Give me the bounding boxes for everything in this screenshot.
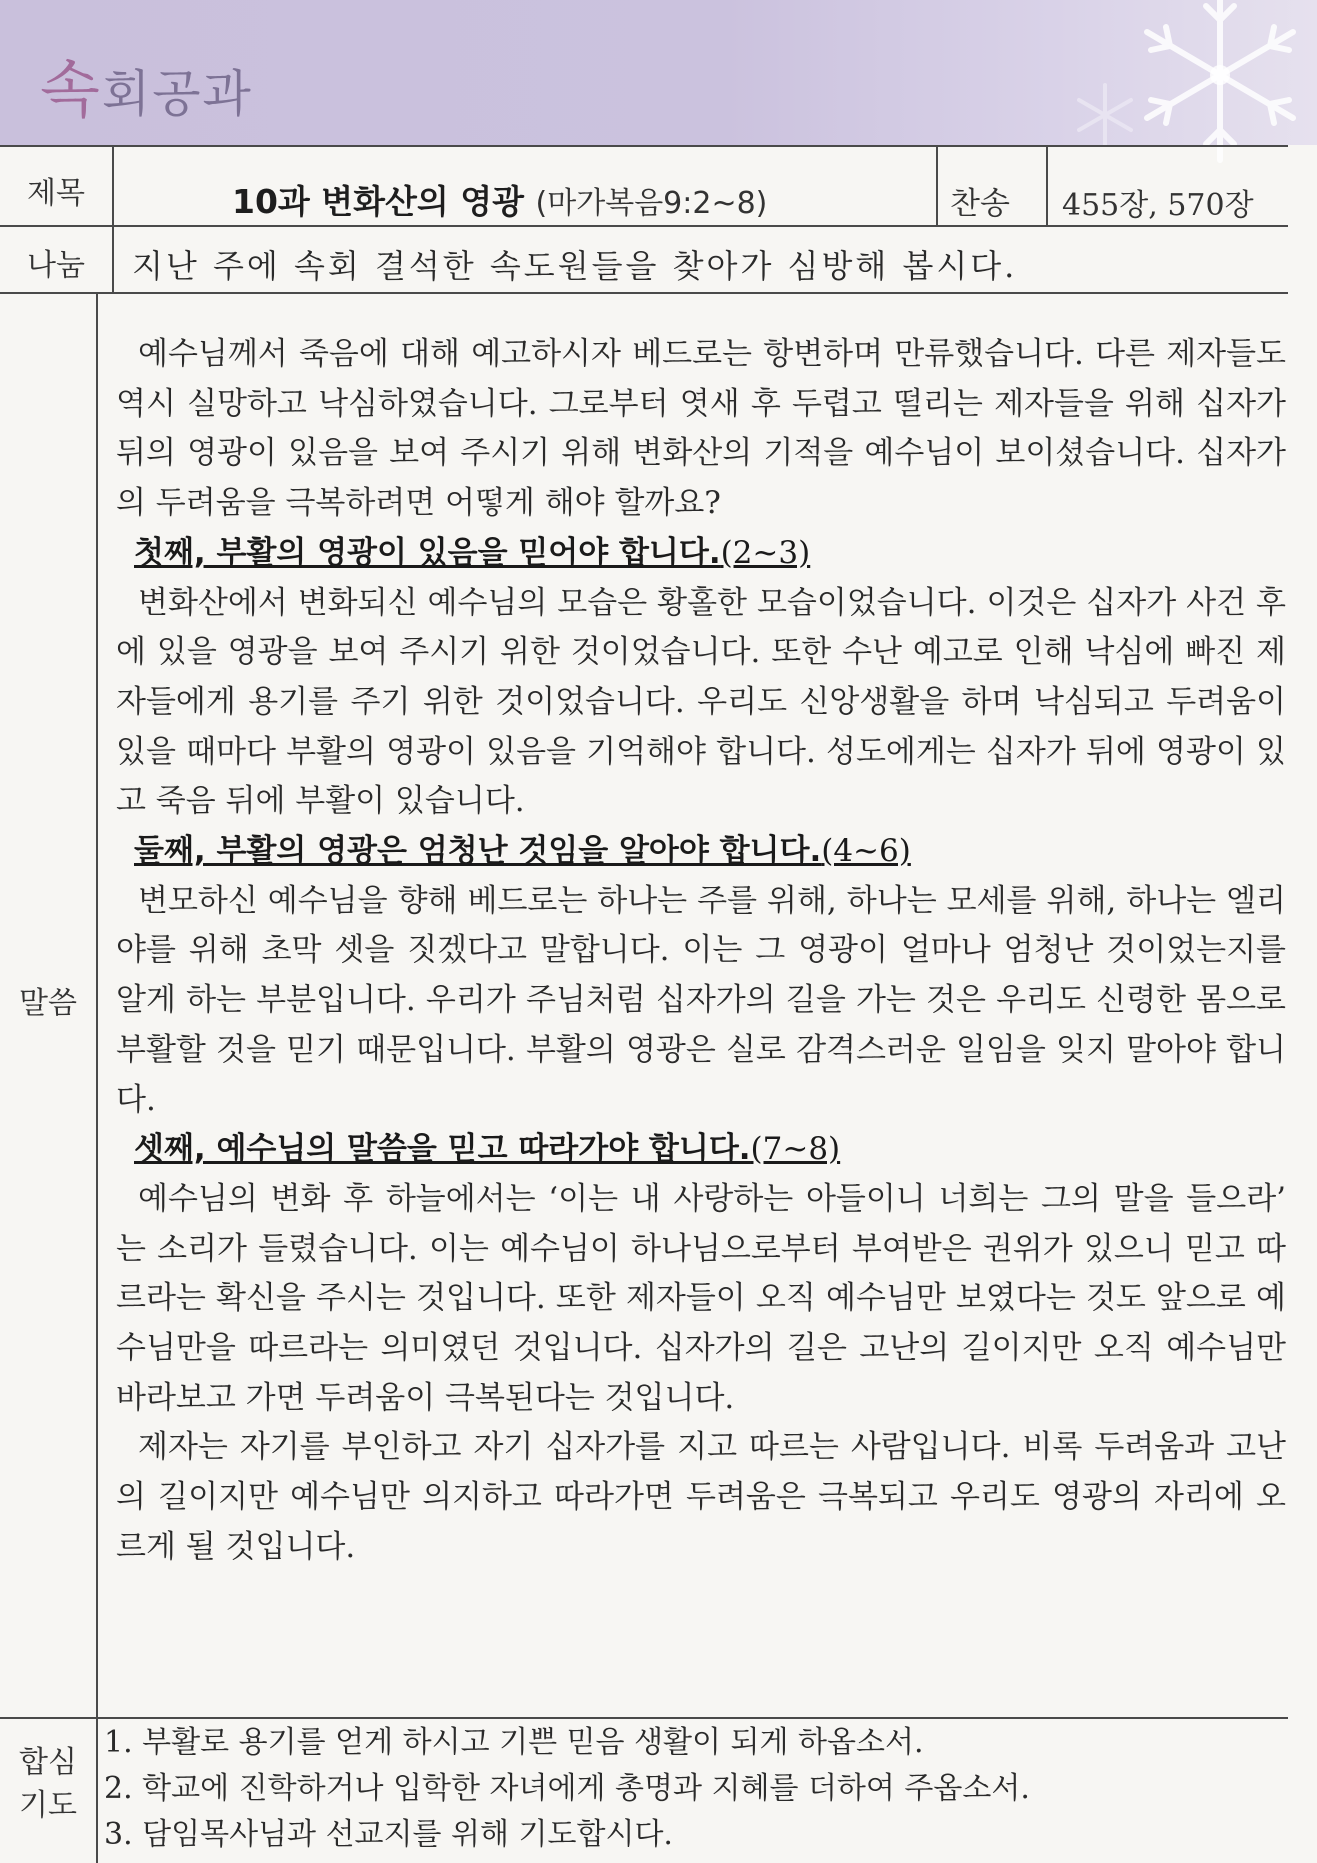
share-label: 나눔 [27, 248, 85, 283]
prayer-item: 2. 학교에 진학하거나 입학한 자녀에게 총명과 지혜를 더하여 주옵소서. [104, 1771, 1030, 1806]
snowflake-small-icon [1060, 80, 1150, 150]
row-divider-share [0, 292, 1288, 294]
banner-title [40, 40, 253, 129]
banner-title-rest: 회공과 [101, 65, 253, 123]
sermon-body [116, 330, 1286, 1573]
point2-reference: (4~6) [821, 833, 911, 870]
prayer-item: 1. 부활로 용기를 얻게 하시고 기쁜 믿음 생활이 되게 하옵소서. [104, 1725, 924, 1760]
header-banner [0, 0, 1317, 145]
lesson-title-text: 10과 변화산의 영광 [232, 182, 525, 221]
point3-reference: (7~8) [750, 1131, 841, 1168]
intro-paragraph: 예수님께서 죽음에 대해 예고하시자 베드로는 항변하며 만류했습니다. 다른 제자들도 역시 실망하고 낙심하였습니다. 그로부터 엿새 후 두렵고 떨리는 제자들을 위해 십자가 뒤의 영광이 있음을 보여 주시기 위해 변화산의 기적을 예수님이 보이셨습니다. 십자가의 두려움을 극복하려면 어떻게 해야 할까요? [116, 336, 1286, 522]
point1-paragraph: 변화산에서 변화되신 예수님의 모습은 황홀한 모습이었습니다. 이것은 십자가 사건 후에 있을 영광을 보여 주시기 위한 것이었습니다. 또한 수난 예고로 인해 낙심에 빠진 제자들에게 용기를 주기 위한 것이었습니다. 우리도 신앙생활을 하며 낙심되고 두려움이 있을 때마다 부활의 영광이 있음을 기억해야 합니다. 성도에게는 십자가 뒤에 영광이 있고 죽음 뒤에 부활이 있습니다. [116, 584, 1286, 820]
hymn-divider-right [1046, 145, 1048, 225]
point2-heading-text: 둘째, 부활의 영광은 엄청난 것임을 알아야 합니다. [134, 833, 822, 870]
lesson-reference: (마가복음9:2~8) [535, 186, 768, 221]
prayer-label-line1: 합심 [19, 1745, 77, 1780]
label-column-divider [112, 145, 114, 292]
label-column-divider-prayer [96, 1717, 98, 1863]
word-label: 말씀 [19, 986, 77, 1021]
lesson-title [232, 176, 767, 223]
table-top-border [0, 145, 1288, 147]
hymn-numbers: 455장, 570장 [1062, 188, 1254, 223]
point3-heading-text: 셋째, 예수님의 말씀을 믿고 따라가야 합니다. [134, 1131, 751, 1168]
hymn-divider-left [936, 145, 938, 225]
point1-heading-text: 첫째, 부활의 영광이 있음을 믿어야 합니다. [134, 534, 721, 571]
label-column-divider-word [96, 292, 98, 1717]
row-divider-title [0, 225, 1288, 227]
point3-heading [116, 1125, 1286, 1175]
point1-heading [116, 529, 1286, 579]
share-text: 지난 주에 속회 결석한 속도원들을 찾아가 심방해 봅시다. [132, 247, 1018, 285]
point2-paragraph: 변모하신 예수님을 향해 베드로는 하나는 주를 위해, 하나는 모세를 위해, 하나는 엘리야를 위해 초막 셋을 짓겠다고 말합니다. 이는 그 영광이 얼마나 엄청난 것이었는지를 알게 하는 부분입니다. 우리가 주님처럼 십자가의 길을 가는 것은 우리도 신령한 몸으로 부활할 것을 믿기 때문입니다. 부활의 영광은 실로 감격스러운 일임을 잊지 말아야 합니다. [116, 882, 1286, 1118]
hymn-label: 찬송 [950, 186, 1010, 222]
point2-heading [116, 827, 1286, 877]
conclusion-paragraph: 제자는 자기를 부인하고 자기 십자가를 지고 따르는 사람입니다. 비록 두려움과 고난의 길이지만 예수님만 의지하고 따라가면 두려움은 극복되고 우리도 영광의 자리에 오르게 될 것입니다. [116, 1429, 1286, 1565]
point3-paragraph: 예수님의 변화 후 하늘에서는 ‘이는 내 사랑하는 아들이니 너희는 그의 말을 들으라’ 는 소리가 들렸습니다. 이는 예수님이 하나님으로부터 부여받은 권위가 있으니 믿고 따르라는 확신을 주시는 것입니다. 또한 제자들이 오직 예수님만 보였다는 것도 앞으로 예수님만을 따르라는 의미였던 것입니다. 십자가의 길은 고난의 길이지만 오직 예수님만 바라보고 가면 두려움이 극복된다는 것입니다. [116, 1180, 1286, 1416]
prayer-list [104, 1720, 1284, 1858]
point1-reference: (2~3) [720, 534, 811, 571]
banner-title-first-char: 속 [40, 53, 102, 126]
prayer-item: 3. 담임목사님과 선교지를 위해 기도합시다. [104, 1817, 673, 1852]
prayer-label-line2: 기도 [19, 1788, 77, 1823]
title-label: 제목 [27, 176, 85, 211]
row-divider-word [0, 1717, 1288, 1719]
